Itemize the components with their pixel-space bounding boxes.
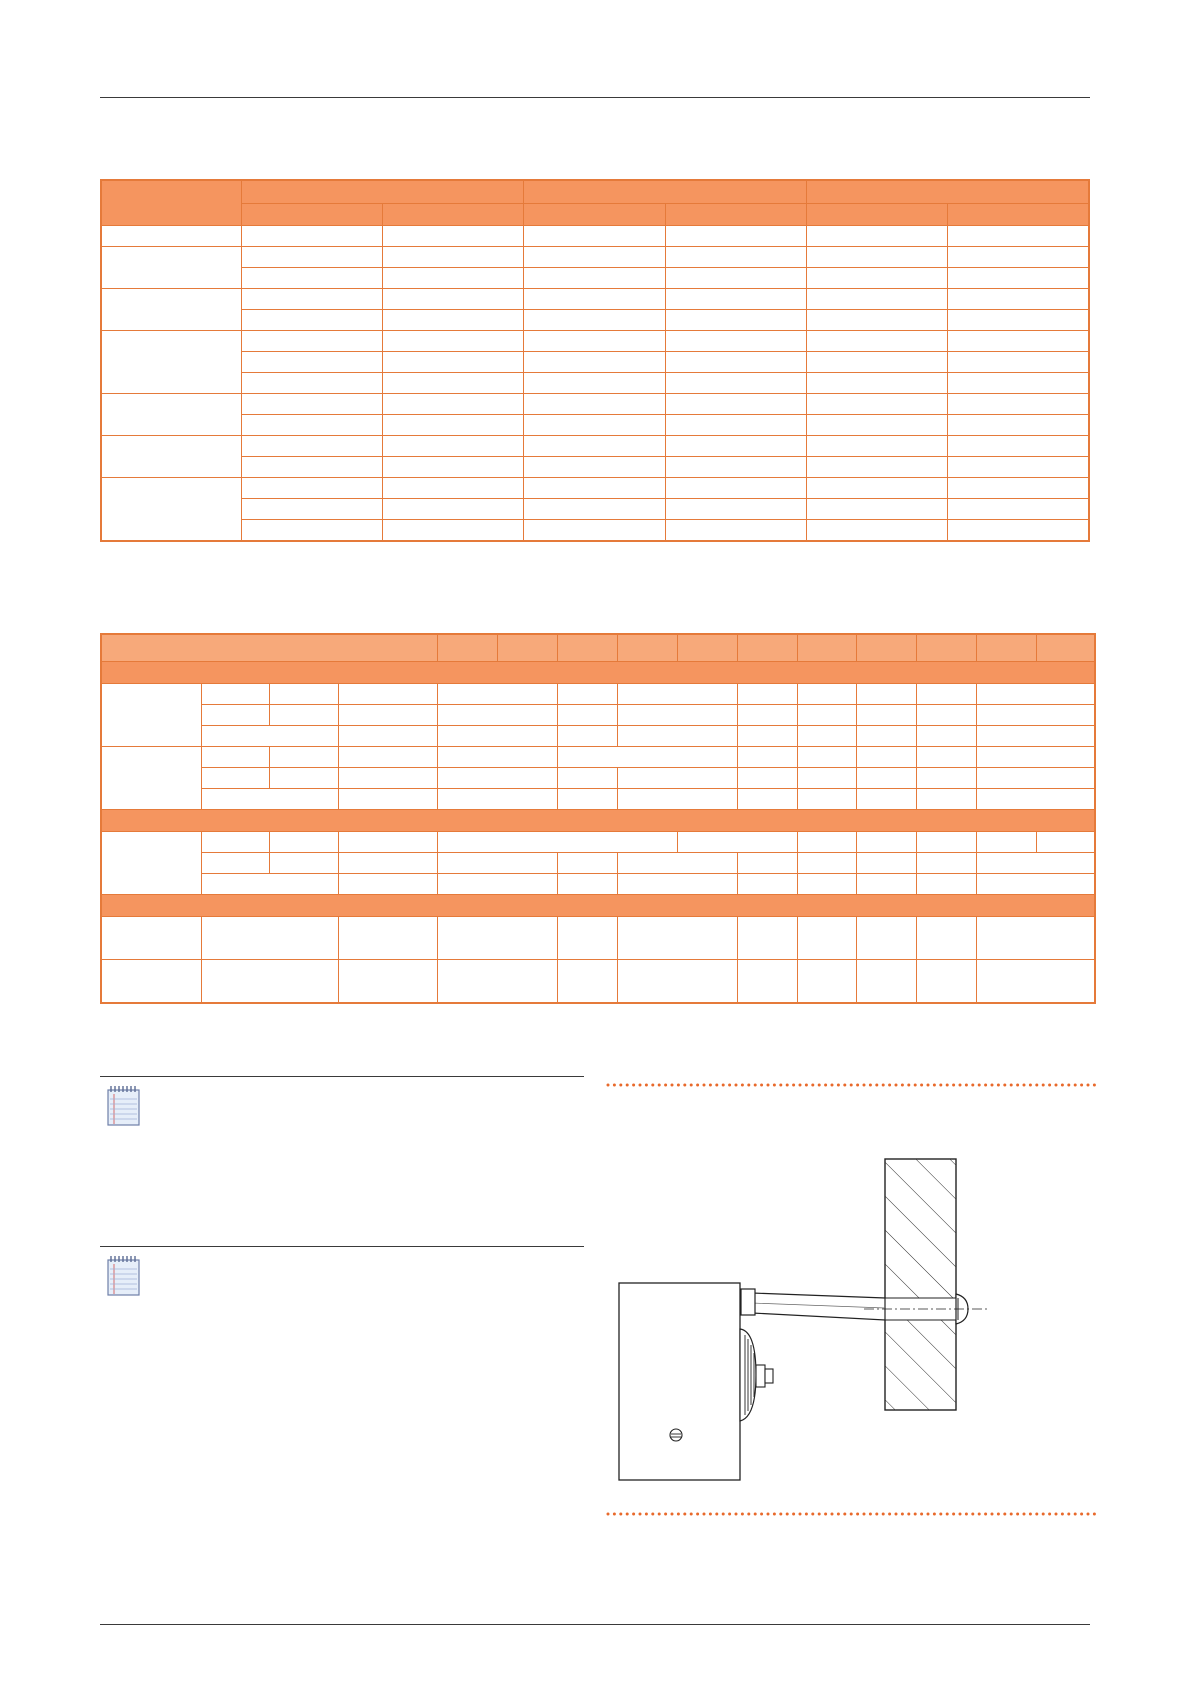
table-cell (948, 373, 1089, 394)
table-cell (201, 874, 338, 895)
table-cell (338, 874, 437, 895)
table-cell (383, 352, 524, 373)
notepad-icon (106, 1255, 142, 1297)
section-title (101, 810, 1095, 832)
table-cell (797, 917, 856, 960)
table-cell (383, 478, 524, 499)
row-group-label (101, 478, 241, 542)
table-header-cell (916, 634, 976, 662)
table-cell (976, 747, 1095, 768)
mounting-diagram (606, 1155, 1100, 1485)
table-cell (101, 226, 241, 247)
group-header-cell (524, 180, 807, 204)
table-cell (856, 747, 916, 768)
table-cell (524, 352, 665, 373)
sub-header-cell (665, 204, 806, 226)
table-cell (797, 726, 856, 747)
table-cell (976, 917, 1095, 960)
mounting-rod (741, 1289, 885, 1320)
table-cell (737, 747, 797, 768)
table-cell (338, 684, 437, 705)
table-cell (806, 520, 947, 542)
table-cell (269, 832, 338, 853)
table-row (101, 768, 1095, 789)
table-cell (524, 457, 665, 478)
table-row (101, 747, 1095, 768)
note-divider (100, 1246, 584, 1247)
table-cell (737, 684, 797, 705)
table-cell (856, 684, 916, 705)
section-row (101, 662, 1095, 684)
table-cell (241, 268, 382, 289)
table-cell (338, 832, 437, 853)
table-cell (524, 499, 665, 520)
table-header-row (101, 180, 1089, 204)
table-row (101, 789, 1095, 810)
table-cell (806, 247, 947, 268)
table-cell (916, 789, 976, 810)
table-cell (916, 684, 976, 705)
spec-table-2 (100, 633, 1096, 1004)
sub-header-cell (524, 204, 665, 226)
table-cell (856, 832, 916, 853)
table-row (101, 331, 1089, 352)
table-row (101, 247, 1089, 268)
table-row (101, 394, 1089, 415)
table-cell (557, 705, 617, 726)
table-cell (806, 226, 947, 247)
table-cell (797, 705, 856, 726)
table-cell (856, 789, 916, 810)
table-cell (338, 747, 437, 768)
table-cell (383, 226, 524, 247)
table-cell (948, 478, 1089, 499)
table-cell (856, 960, 916, 1004)
section-title (101, 662, 1095, 684)
table-header-cell (101, 634, 437, 662)
table-cell (916, 853, 976, 874)
table-cell (976, 726, 1095, 747)
table-cell (338, 789, 437, 810)
table-cell (916, 726, 976, 747)
table-cell (524, 520, 665, 542)
table-cell (383, 499, 524, 520)
table-cell (665, 352, 806, 373)
table-cell (524, 289, 665, 310)
table-header-cell (617, 634, 677, 662)
table-cell (806, 268, 947, 289)
table-cell (269, 747, 338, 768)
table-cell (976, 789, 1095, 810)
table-cell (241, 415, 382, 436)
table-cell (948, 520, 1089, 542)
group-header-cell (806, 180, 1089, 204)
table-header-cell (1036, 634, 1095, 662)
table-cell (797, 874, 856, 895)
notepad-icon (106, 1085, 142, 1127)
footer-rule (100, 1624, 1090, 1625)
table-cell (916, 960, 976, 1004)
table-cell (524, 268, 665, 289)
table-cell (948, 289, 1089, 310)
table-cell (241, 289, 382, 310)
table-cell (737, 726, 797, 747)
table-cell (665, 268, 806, 289)
table-row (101, 832, 1095, 853)
figure-divider-top (606, 1083, 1100, 1087)
table-cell (617, 768, 737, 789)
table-header-cell (976, 634, 1036, 662)
table-cell (806, 289, 947, 310)
table-cell (437, 853, 557, 874)
table-row (101, 853, 1095, 874)
table-cell (241, 310, 382, 331)
sensor-box (619, 1283, 740, 1480)
table-header-cell (737, 634, 797, 662)
row-group-label (101, 247, 241, 289)
table-cell (948, 394, 1089, 415)
table-cell (201, 747, 269, 768)
table-header-cell (101, 180, 241, 226)
table-row (101, 684, 1095, 705)
table-cell (557, 684, 617, 705)
table-cell (524, 226, 665, 247)
table-cell (665, 478, 806, 499)
table-row (101, 268, 1089, 289)
table-cell (557, 853, 617, 874)
table-cell (241, 436, 382, 457)
table-cell (201, 684, 269, 705)
table-cell (524, 310, 665, 331)
table-cell (665, 310, 806, 331)
table-cell (737, 853, 797, 874)
table-cell (241, 457, 382, 478)
table-cell (806, 310, 947, 331)
row-group-label (101, 394, 241, 436)
table-cell (916, 917, 976, 960)
table-cell (383, 436, 524, 457)
table-cell (856, 768, 916, 789)
table-cell (617, 705, 737, 726)
table-cell (948, 415, 1089, 436)
table-cell (437, 789, 557, 810)
row-group-label (101, 684, 201, 747)
table-cell (737, 768, 797, 789)
table-cell (201, 726, 338, 747)
table-row (101, 310, 1089, 331)
table-cell (524, 373, 665, 394)
table-cell (665, 289, 806, 310)
table-cell (437, 960, 557, 1004)
row-group-label (101, 747, 201, 810)
table-cell (524, 478, 665, 499)
table-cell (797, 832, 856, 853)
table-cell (524, 394, 665, 415)
table-row (101, 373, 1089, 394)
table-cell (201, 960, 338, 1004)
table-cell (617, 726, 737, 747)
table-cell (524, 415, 665, 436)
table-cell (383, 247, 524, 268)
table-cell (948, 352, 1089, 373)
table-header-row (101, 204, 1089, 226)
table-cell (241, 331, 382, 352)
header-rule (100, 97, 1090, 98)
table-row (101, 352, 1089, 373)
table-header-cell (437, 634, 497, 662)
table-cell (856, 726, 916, 747)
table-row (101, 705, 1095, 726)
table-cell (201, 832, 269, 853)
table-cell (665, 499, 806, 520)
table-row (101, 478, 1089, 499)
row-group-label (101, 832, 201, 895)
table-cell (948, 268, 1089, 289)
table-cell (383, 310, 524, 331)
table-cell (856, 705, 916, 726)
table-cell (948, 310, 1089, 331)
sub-header-cell (806, 204, 947, 226)
table-cell (383, 331, 524, 352)
sub-header-cell (383, 204, 524, 226)
table-cell (976, 960, 1095, 1004)
table-cell (948, 226, 1089, 247)
table-cell (806, 331, 947, 352)
table-cell (241, 247, 382, 268)
table-cell (797, 853, 856, 874)
table-cell (557, 789, 617, 810)
table-cell (338, 917, 437, 960)
table-cell (524, 331, 665, 352)
table-cell (976, 853, 1095, 874)
table-cell (916, 832, 976, 853)
table-cell (338, 726, 437, 747)
spec-table-1 (100, 179, 1090, 542)
table-cell (241, 499, 382, 520)
table-row (101, 917, 1095, 960)
table-cell (383, 394, 524, 415)
table-cell (557, 747, 737, 768)
row-group-label (101, 289, 241, 331)
table-cell (241, 226, 382, 247)
section-title (101, 895, 1095, 917)
group-header-cell (241, 180, 524, 204)
note-divider (100, 1076, 584, 1077)
table-cell (557, 917, 617, 960)
table-cell (916, 768, 976, 789)
table-cell (437, 768, 557, 789)
table-cell (557, 768, 617, 789)
table-cell (241, 373, 382, 394)
table-header-row (101, 634, 1095, 662)
table-cell (524, 436, 665, 457)
section-row (101, 810, 1095, 832)
table-cell (557, 960, 617, 1004)
table-cell (806, 415, 947, 436)
table-cell (338, 853, 437, 874)
cable-gland (740, 1329, 773, 1421)
table-cell (737, 789, 797, 810)
table-cell (976, 684, 1095, 705)
table-header-cell (497, 634, 557, 662)
table-cell (948, 247, 1089, 268)
table-cell (665, 331, 806, 352)
table-cell (437, 684, 557, 705)
table-cell (797, 768, 856, 789)
table-cell (437, 705, 557, 726)
table-cell (437, 726, 557, 747)
table-cell (976, 768, 1095, 789)
row-group-label (101, 960, 201, 1004)
table-row (101, 960, 1095, 1004)
table-row (101, 415, 1089, 436)
table-cell (806, 457, 947, 478)
row-group-label (101, 331, 241, 394)
table-cell (383, 457, 524, 478)
table-cell (383, 289, 524, 310)
table-cell (976, 705, 1095, 726)
table-row (101, 436, 1089, 457)
table-cell (557, 874, 617, 895)
table-header-cell (856, 634, 916, 662)
table-cell (269, 684, 338, 705)
table-cell (806, 499, 947, 520)
table-cell (976, 874, 1095, 895)
table-cell (976, 832, 1036, 853)
table-cell (948, 331, 1089, 352)
table-cell (617, 684, 737, 705)
table-cell (856, 874, 916, 895)
table-cell (241, 394, 382, 415)
table-cell (856, 917, 916, 960)
table-cell (916, 705, 976, 726)
table-cell (201, 789, 338, 810)
table-cell (338, 768, 437, 789)
table-cell (437, 874, 557, 895)
figure-divider-bottom (606, 1512, 1100, 1516)
table-row (101, 457, 1089, 478)
table-cell (201, 768, 269, 789)
table-cell (617, 789, 737, 810)
table-header-cell (557, 634, 617, 662)
table-cell (338, 960, 437, 1004)
table-cell (383, 373, 524, 394)
table-cell (269, 705, 338, 726)
table-cell (241, 478, 382, 499)
table-cell (806, 373, 947, 394)
table-cell (338, 705, 437, 726)
table-header-cell (797, 634, 856, 662)
table-cell (665, 373, 806, 394)
table-row (101, 289, 1089, 310)
table-cell (737, 917, 797, 960)
table-cell (948, 499, 1089, 520)
table-cell (617, 917, 737, 960)
row-group-label (101, 917, 201, 960)
table-cell (806, 352, 947, 373)
table-cell (1036, 832, 1095, 853)
table-cell (241, 352, 382, 373)
table-row (101, 520, 1089, 542)
table-row (101, 226, 1089, 247)
table-cell (797, 747, 856, 768)
table-cell (665, 394, 806, 415)
table-row (101, 726, 1095, 747)
table-row (101, 499, 1089, 520)
table-cell (665, 520, 806, 542)
table-cell (201, 705, 269, 726)
table-cell (806, 478, 947, 499)
table-cell (677, 832, 797, 853)
table-cell (201, 917, 338, 960)
table-cell (948, 457, 1089, 478)
table-cell (557, 726, 617, 747)
sub-header-cell (241, 204, 382, 226)
table-cell (665, 415, 806, 436)
table-cell (737, 960, 797, 1004)
table-cell (806, 436, 947, 457)
row-group-label (101, 436, 241, 478)
table-cell (383, 268, 524, 289)
section-row (101, 895, 1095, 917)
table-cell (665, 247, 806, 268)
table-cell (383, 520, 524, 542)
table-cell (665, 436, 806, 457)
table-cell (617, 874, 737, 895)
table-cell (665, 457, 806, 478)
table-cell (916, 747, 976, 768)
table-cell (383, 415, 524, 436)
table-cell (617, 853, 737, 874)
table-cell (665, 226, 806, 247)
table-cell (617, 960, 737, 1004)
table-row (101, 874, 1095, 895)
table-cell (269, 853, 338, 874)
table-cell (856, 853, 916, 874)
wall-section (885, 1159, 956, 1410)
table-cell (201, 853, 269, 874)
table-cell (916, 874, 976, 895)
table-cell (948, 436, 1089, 457)
table-cell (737, 874, 797, 895)
table-cell (737, 705, 797, 726)
table-cell (437, 832, 677, 853)
table-cell (806, 394, 947, 415)
table-cell (797, 684, 856, 705)
table-cell (797, 960, 856, 1004)
table-header-cell (677, 634, 737, 662)
table-cell (269, 768, 338, 789)
table-cell (437, 747, 557, 768)
table-cell (241, 520, 382, 542)
table-cell (797, 789, 856, 810)
table-cell (524, 247, 665, 268)
table-cell (437, 917, 557, 960)
sub-header-cell (948, 204, 1089, 226)
